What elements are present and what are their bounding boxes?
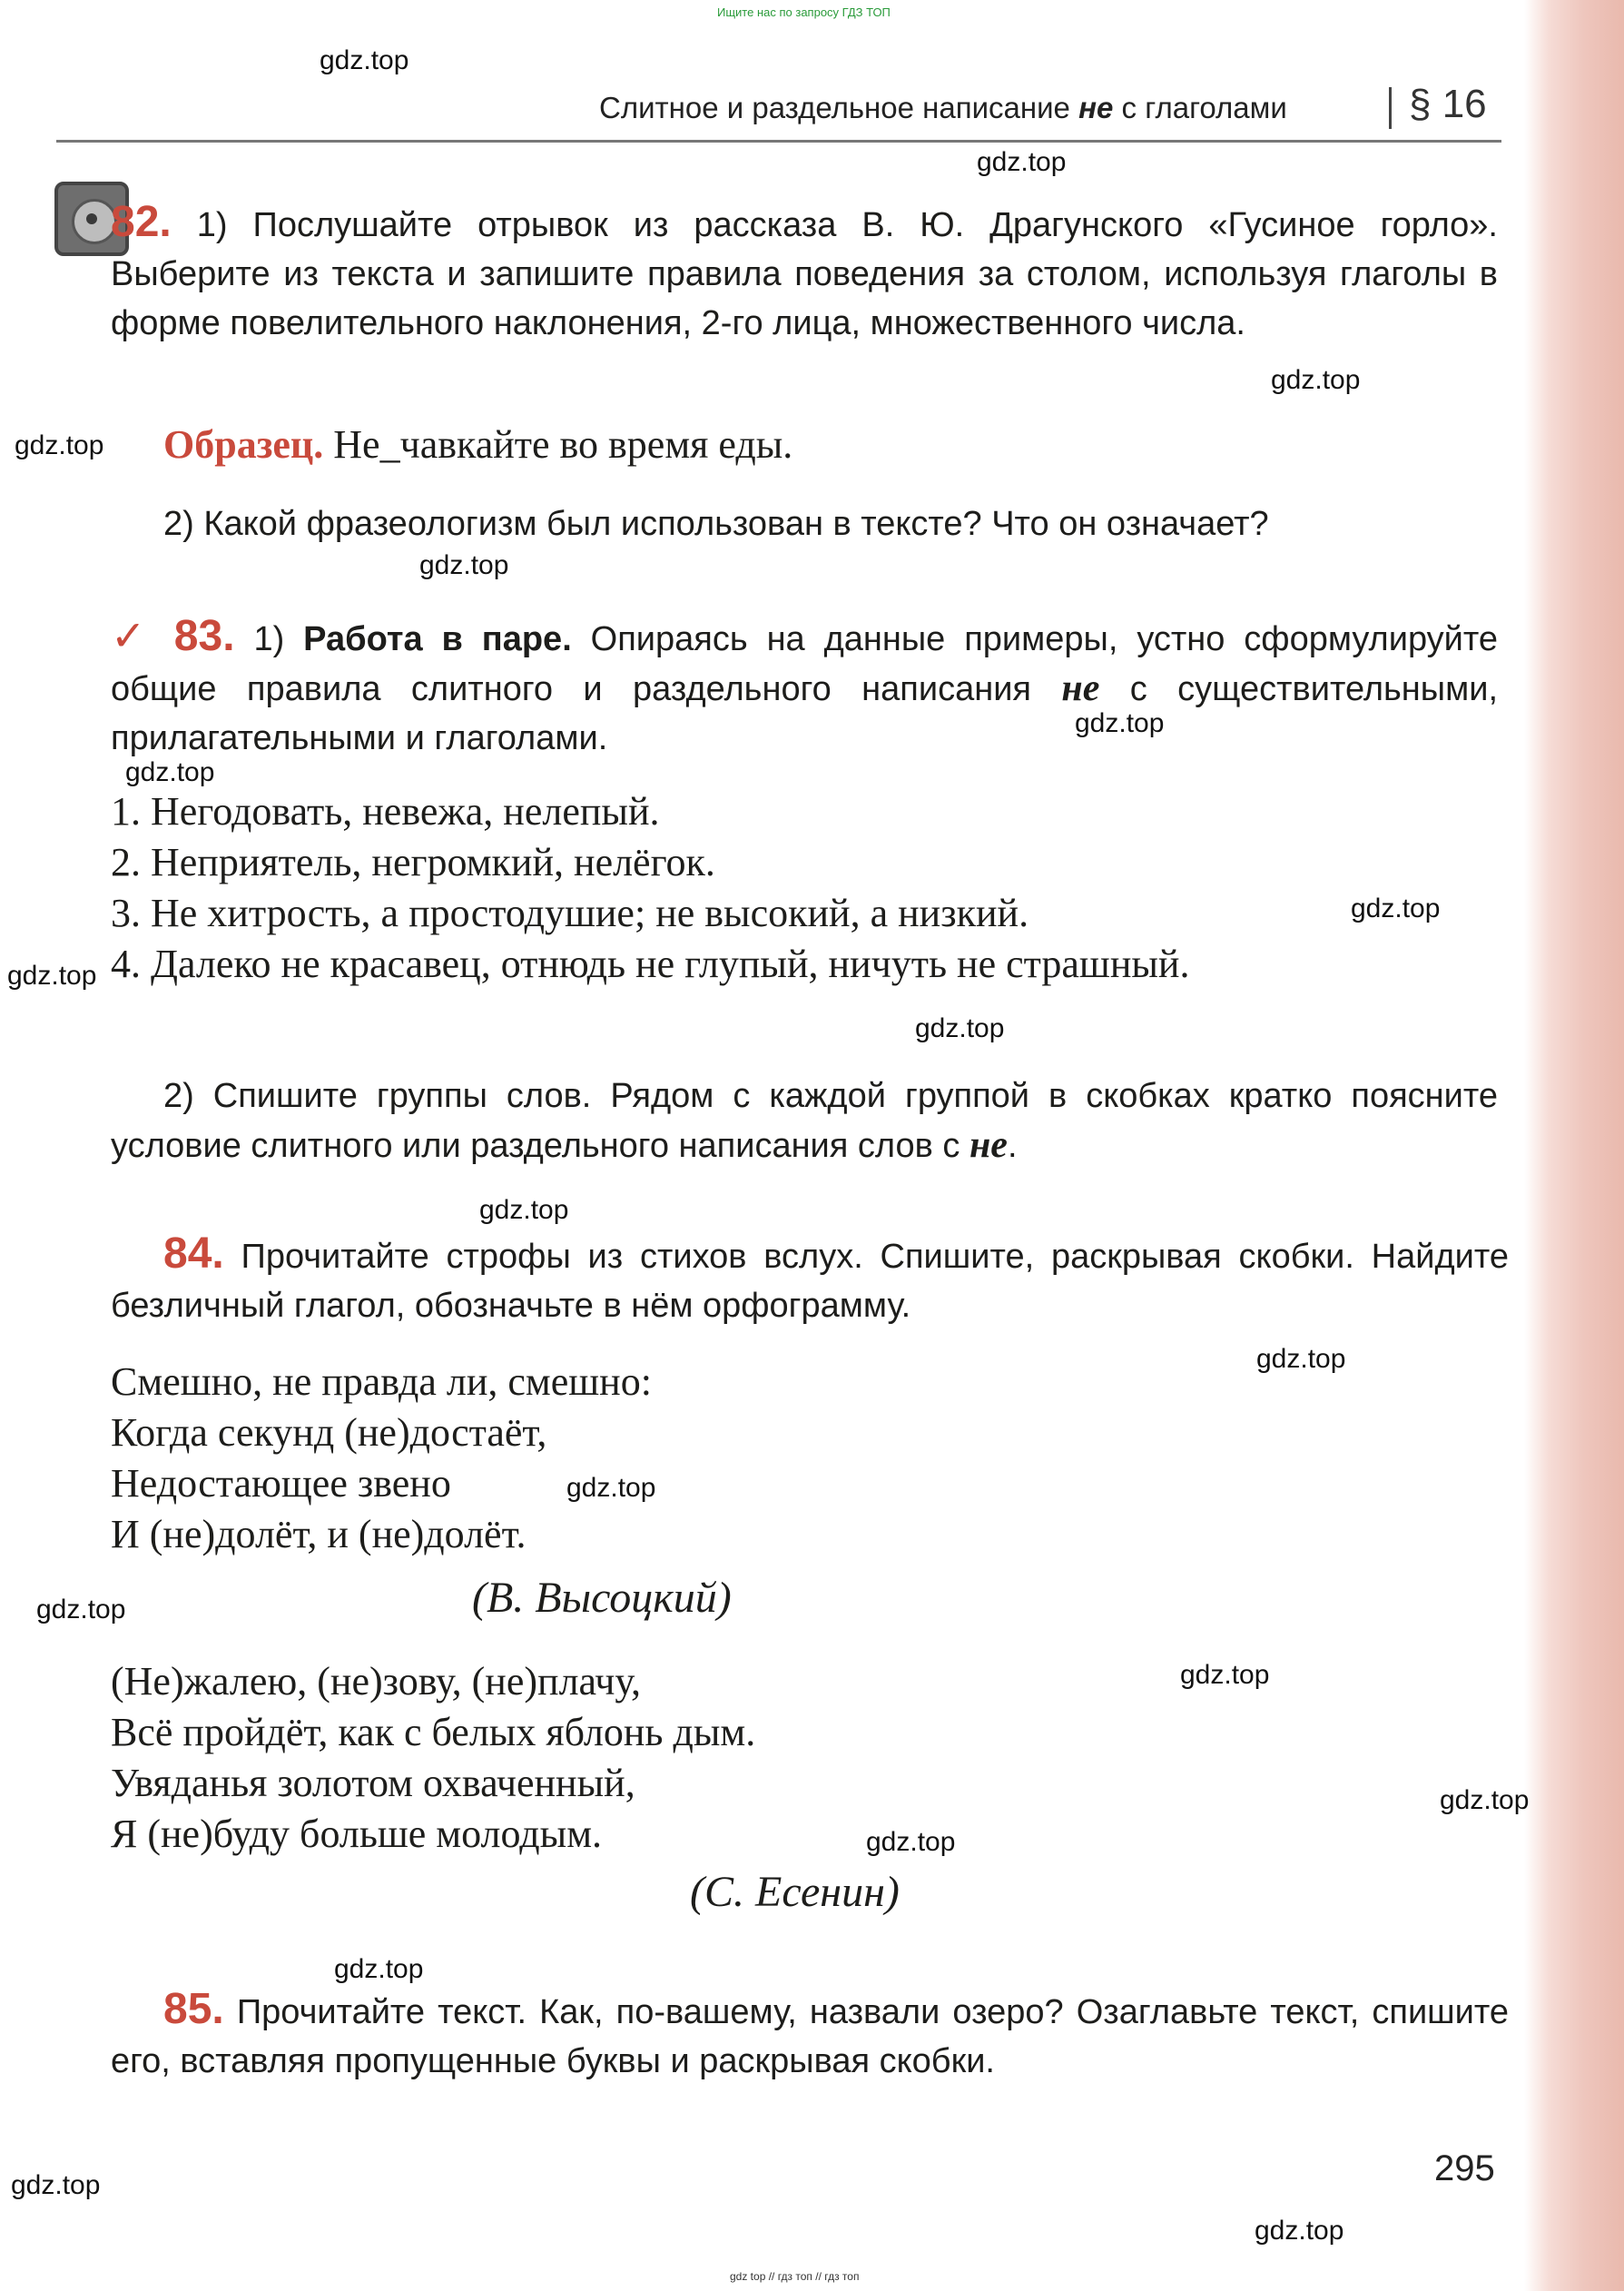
watermark: gdz.top <box>7 961 97 991</box>
example-item: 4. Далеко не красавец, отнюдь не глупый, ничуть не страшный. <box>111 942 1190 986</box>
task-text: 2) Спишите группы слов. Рядом с каждой группой в скобках кратко поясните условие слитного или раздельного написания слов с <box>111 1077 1498 1165</box>
bottom-note: gdz top // гдз топ // гдз топ <box>730 2270 860 2283</box>
watermark: gdz.top <box>36 1595 126 1624</box>
poem-line: Всё пройдёт, как с белых яблонь дым. <box>111 1710 756 1754</box>
running-header <box>599 91 1287 125</box>
watermark: gdz.top <box>1440 1785 1530 1815</box>
task-number: 82. <box>111 198 172 246</box>
pair-label: Работа в паре. <box>303 620 572 658</box>
task-83 <box>111 611 1498 763</box>
page-number: 295 <box>1434 2148 1495 2188</box>
watermark: gdz.top <box>125 757 215 787</box>
examples-list <box>111 786 1500 990</box>
sample <box>163 420 1489 470</box>
task-number: 85. <box>163 1985 224 2033</box>
author-esenin: (С. Есенин) <box>690 1868 900 1916</box>
header-title-emph: не <box>1078 91 1114 124</box>
watermark: gdz.top <box>866 1827 956 1857</box>
watermark: gdz.top <box>1351 894 1441 923</box>
checkmark-icon: ✓ <box>111 612 155 659</box>
task-text: Опираясь на данные примеры, устно сформулируйте общие правила слитного и раздельного написания <box>111 620 1499 708</box>
watermark: gdz.top <box>334 1954 424 1984</box>
watermark: gdz.top <box>419 550 509 580</box>
emph-ne: не <box>1061 667 1100 709</box>
watermark: gdz.top <box>1075 708 1165 738</box>
poem-line: Когда секунд (не)достаёт, <box>111 1410 547 1455</box>
task-83-part2 <box>111 1071 1498 1170</box>
header-separator <box>1389 87 1392 129</box>
poem-line: (Не)жалею, (не)зову, (не)плачу, <box>111 1659 642 1703</box>
watermark: gdz.top <box>1180 1660 1270 1690</box>
task-82-part2: 2) Какой фразеологизм был использован в тексте? Что он означает? <box>163 505 1269 543</box>
header-title-before: Слитное и раздельное написание <box>599 91 1079 124</box>
example-item: 3. Не хитрость, а простодушие; не высокий, а низкий. <box>111 891 1029 935</box>
sample-text: Не_чавкайте во время еды. <box>333 422 793 467</box>
header-rule <box>56 140 1501 143</box>
header-title-after: с глаголами <box>1113 91 1287 124</box>
watermark: gdz.top <box>1255 2216 1344 2246</box>
page-edge <box>1524 0 1624 2291</box>
author-vysotsky: (В. Высоцкий) <box>472 1574 732 1622</box>
poem-line: Смешно, не правда ли, смешно: <box>111 1359 652 1404</box>
poem-line: И (не)долёт, и (не)долёт. <box>111 1512 527 1556</box>
task-text: Прочитайте текст. Как, по-вашему, назвали озеро? Озаглавьте текст, спишите его, вставляя пропущенные буквы и раскрывая скобки. <box>111 1993 1509 2080</box>
example-item: 1. Негодовать, невежа, нелепый. <box>111 789 660 834</box>
watermark: gdz.top <box>15 430 104 460</box>
task-number: 84. <box>163 1229 224 1278</box>
watermark: gdz.top <box>1271 365 1361 395</box>
task-82 <box>111 198 1498 348</box>
poem-line: Я (не)буду больше молодым. <box>111 1812 603 1856</box>
poem-esenin <box>111 1656 1109 1860</box>
section-number: § 16 <box>1409 82 1487 126</box>
poem-line: Увяданья золотом охваченный, <box>111 1761 635 1805</box>
watermark: gdz.top <box>915 1013 1005 1043</box>
watermark: gdz.top <box>479 1195 569 1225</box>
example-item: 2. Неприятель, негромкий, нелёгок. <box>111 840 715 884</box>
task-text: 1) <box>253 620 304 658</box>
emph-ne: не <box>969 1124 1008 1166</box>
poem-vysotsky <box>111 1357 1019 1560</box>
task-text: . <box>1007 1127 1018 1165</box>
watermark: gdz.top <box>1256 1344 1346 1374</box>
watermark: gdz.top <box>566 1473 656 1503</box>
watermark: gdz.top <box>320 45 409 75</box>
task-84 <box>111 1229 1509 1330</box>
task-text: Прочитайте строфы из стихов вслух. Спишите, раскрывая скобки. Найдите безличный глагол, обозначьте в нём орфограмму. <box>111 1238 1509 1325</box>
task-number: 83. <box>173 612 235 660</box>
watermark: gdz.top <box>11 2170 101 2200</box>
task-text: с существительными, прилагательными и глаголами. <box>111 670 1499 757</box>
watermark: gdz.top <box>977 147 1067 177</box>
task-text: 1) Послушайте отрывок из рассказа В. Ю. Драгунского «Гусиное горло». Выберите из текста и запишите правила поведения за столом, используя глаголы в форме повелительного наклонения, 2-го лица, множественного числа. <box>111 206 1498 342</box>
poem-line: Недостающее звено <box>111 1461 451 1506</box>
top-note: Ищите нас по запросу ГДЗ ТОП <box>717 5 891 19</box>
task-85 <box>111 1985 1509 2086</box>
sample-label: Образец. <box>163 422 324 467</box>
